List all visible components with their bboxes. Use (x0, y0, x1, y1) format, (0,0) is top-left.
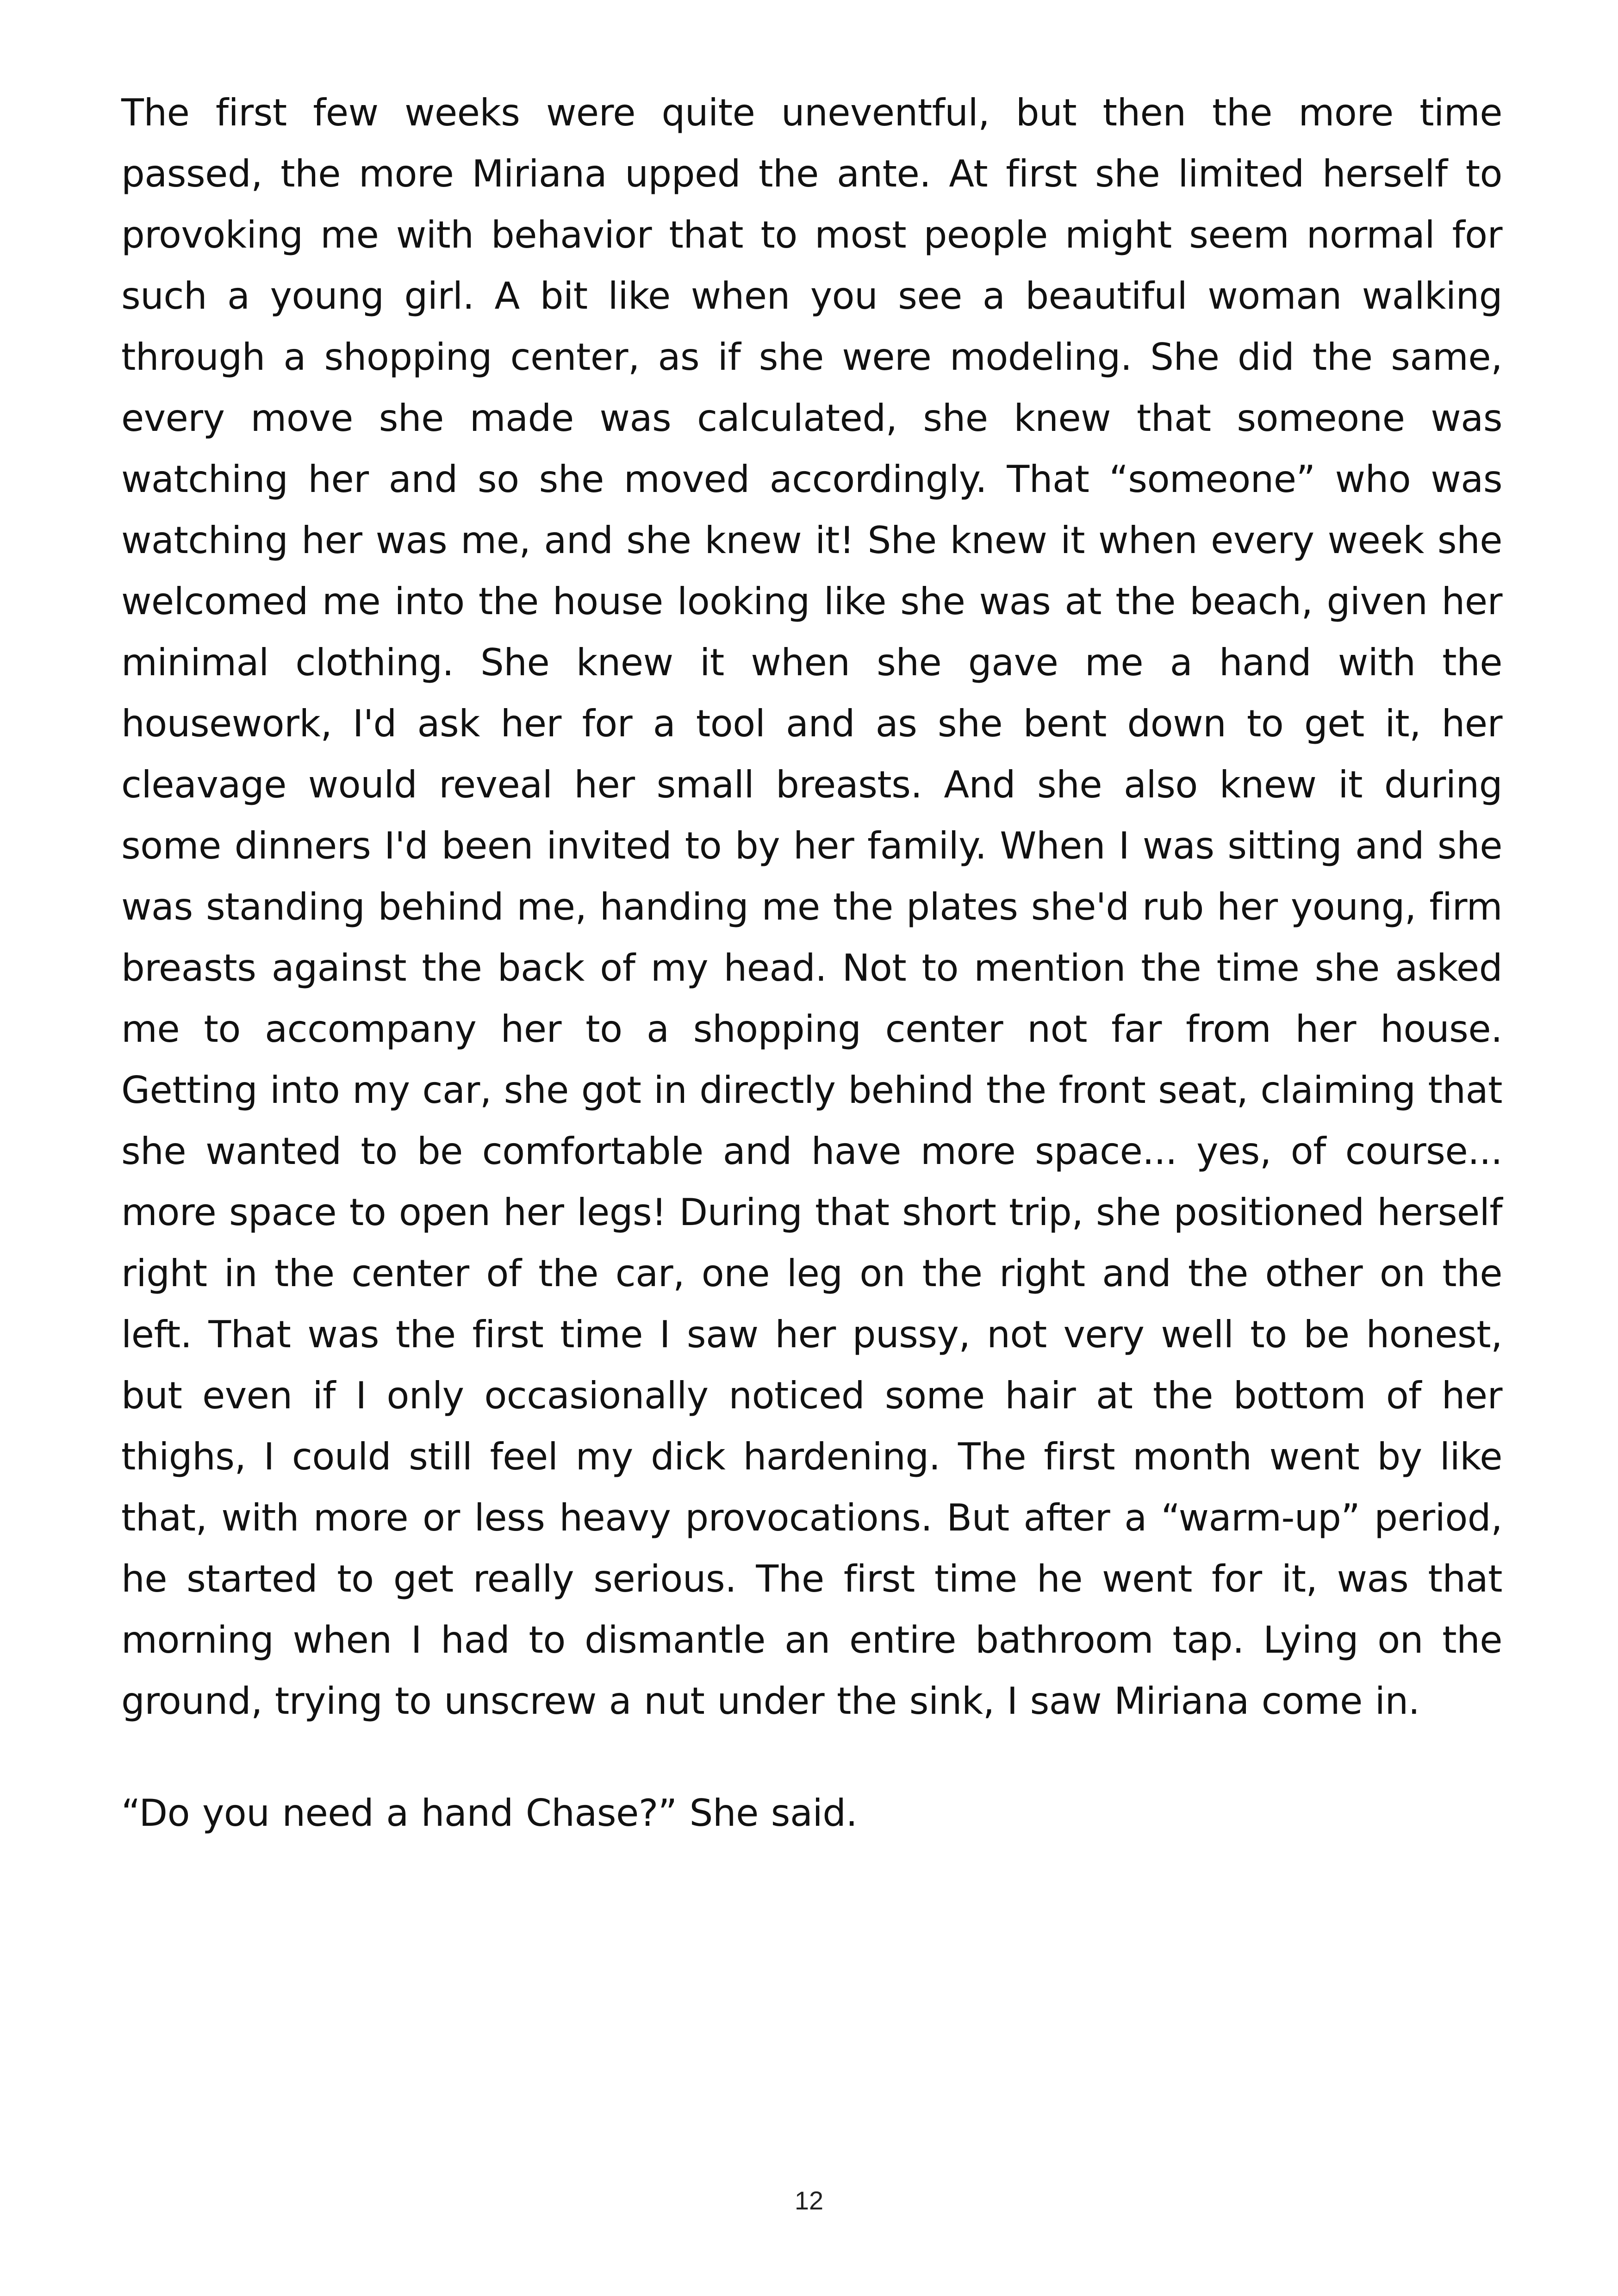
page-body (121, 82, 1502, 1844)
dialogue-paragraph: “Do you need a hand Chase?” She said. (121, 1792, 858, 1835)
body-paragraph: The first few weeks were quite uneventful, but then the more time passed, the more Miriana upped the ante. At first she limited herself to provoking me with behavior that to most people might seem normal for such a young girl. A bit like when you see a beautiful woman walking through a shopping center, as if she were modeling. She did the same, every move she made was calculated, she knew that someone was watching her and so she moved accordingly. That “someone” who was watching her was me, and she knew it! She knew it when every week she welcomed me into the house looking like she was at the beach, given her minimal clothing. She knew it when she gave me a hand with the housework, I'd ask her for a tool and as she bent down to get it, her cleavage would reveal her small breasts. And she also knew it during some dinners I'd been invited to by her family. When I was sitting and she was standing behind me, handing me the plates she'd rub her young, firm breasts against the back of my head. Not to mention the time she asked me to accompany her to a shopping center not far from her house. Getting into my car, she got in directly behind the front seat, claiming that she wanted to be comfortable and have more space... yes, of course... more space to open her legs! During that short trip, she positioned herself right in the center of the car, one leg on the right and the other on the left. That was the first time I saw her pussy, not very well to be honest, but even if I only occasionally noticed some hair at the bottom of her thighs, I could still feel my dick hardening. The first month went by like that, with more or less heavy provocations. But after a “warm-up” period, he started to get really serious. The first time he went for it, was that morning when I had to dismantle an entire bathroom tap. Lying on the ground, trying to unscrew a nut under the sink, I saw Miriana come in. (121, 91, 1502, 1723)
page-number: 12 (794, 2186, 824, 2215)
